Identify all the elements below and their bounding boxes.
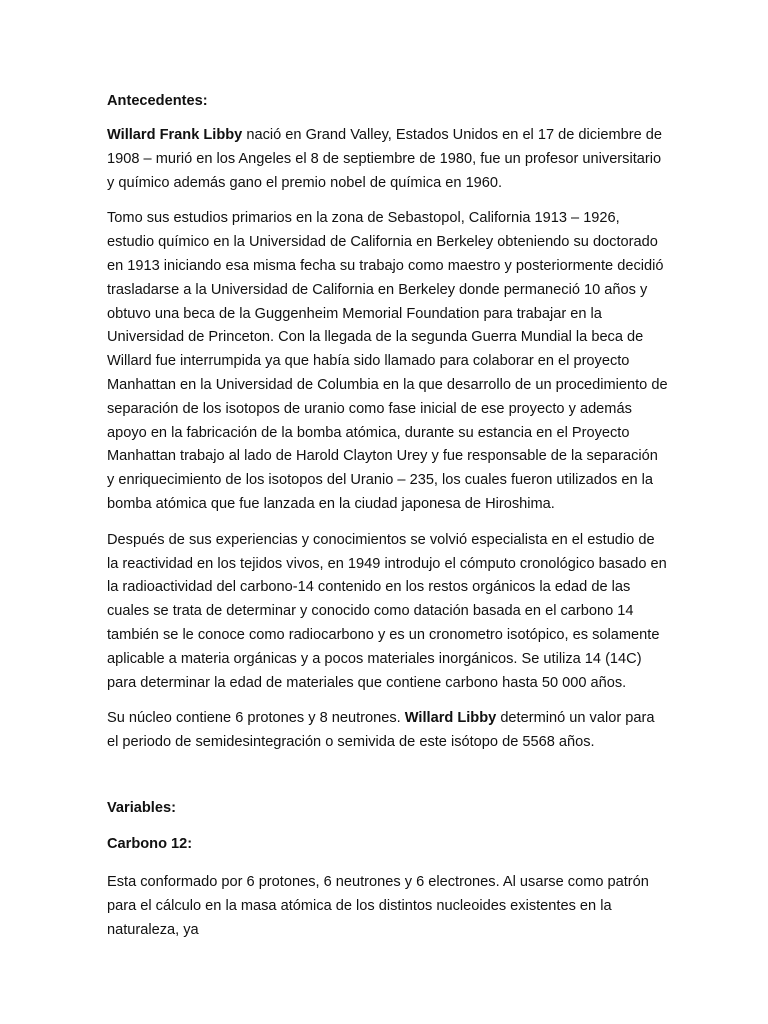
paragraph-radiocarbon: Después de sus experiencias y conocimientos se volvió especialista en el estudio de la reactividad en los tejidos vivos, en 1949 introdujo el cómputo cronológico basado en la radioactividad del carbono-14 contenido en los restos orgánicos la edad de las cuales se trata de determinar y conocido como datación basada en el carbono 14 también se le conoce como radiocarbono y es un cronometro isotópico, es solamente aplicable a materia orgánicas y a pocos materiales inorgánicos. Se utiliza 14 (14C) para determinar la edad de materiales que contiene carbono hasta 50 000 años.	[107, 531, 667, 691]
libby-intro-text: nació en Grand Valley, Estados Unidos en el 17 de diciembre de 1908 – murió en los Angeles el 8 de septiembre de 1980, fue un profesor universitario y químico además gano el premio nobel de química en 1960.	[107, 127, 662, 191]
spacer	[107, 767, 668, 798]
paragraph-carbono-12: Esta conformado por 6 protones, 6 neutrones y 6 electrones. Al usarse como patrón para el cálculo en la masa atómica de los distintos nucleoides existentes en la naturaleza, ya	[107, 873, 649, 938]
heading-antecedentes: Antecedentes:	[107, 93, 208, 109]
half-life-text-after: determinó un valor para el periodo de semidesintegración o semivida de este isótopo de 5568 años.	[107, 710, 655, 751]
libby-short-name: Willard Libby	[404, 710, 497, 727]
paragraph-studies: Tomo sus estudios primarios en la zona de Sebastopol, California 1913 – 1926, estudio químico en la Universidad de California en Berkeley obteniendo su doctorado en 1913 iniciando esa misma fecha su trabajo como maestro y posteriormente decidió trasladarse a la Universidad de California en Berkeley donde permaneció 10 años y obtuvo una beca de la Guggenheim Memorial Foundation para trabajar en la Universidad de Princeton. Con la llegada de la segunda Guerra Mundial la beca de Willard fue interrumpida ya que había sido llamado para colaborar en el proyecto Manhattan en la Universidad de Columbia en la que desarrollo de un procedimiento de separación de los isotopos de uranio como fase inicial de ese proyecto y además apoyo en la fabricación de la bomba atómica, durante su estancia en el Proyecto Manhattan trabajo al lado de Harold Clayton Urey y fue responsable de la separación y enriquecimiento de los isotopos del Uranio – 235, los cuales fueron utilizados en la bomba atómica que fue lanzada en la ciudad japonesa de Hiroshima.	[107, 210, 668, 512]
libby-full-name: Willard Frank Libby	[107, 127, 243, 143]
half-life-text-before: Su núcleo contiene 6 protones y 8 neutrones.	[107, 710, 405, 727]
paragraph-half-life	[107, 707, 668, 755]
paragraph-libby-intro	[107, 124, 668, 195]
heading-variables: Variables:	[107, 799, 176, 816]
heading-carbono-12: Carbono 12:	[107, 835, 193, 852]
